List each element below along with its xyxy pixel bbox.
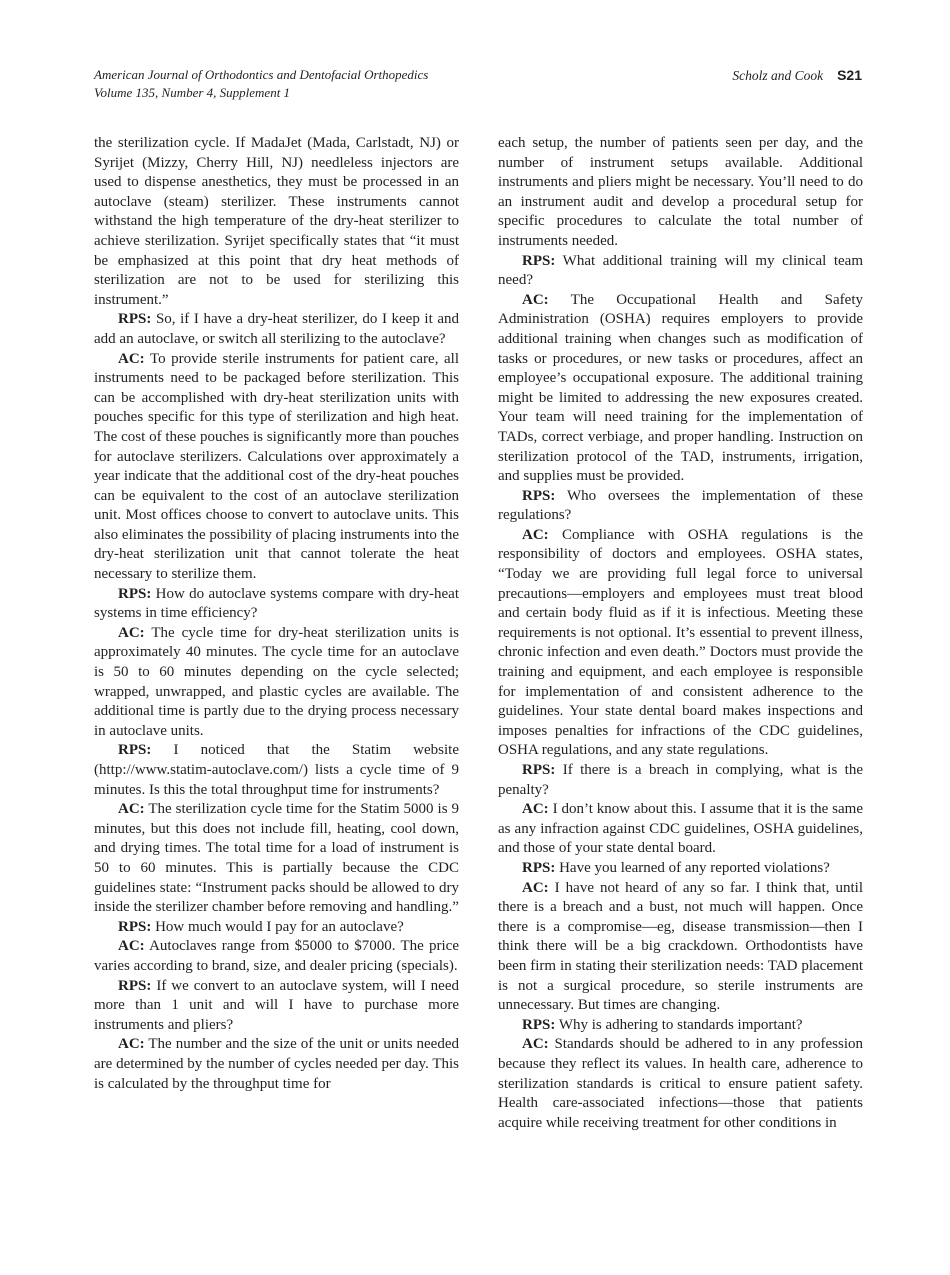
paragraph-text: If we convert to an autoclave system, will I need more than 1 unit and will I have to purchase more instruments and pliers? [94, 977, 459, 1033]
paragraph-text: The number and the size of the unit or units needed are determined by the number of cycles needed per day. This is calculated by the throughput time for [94, 1036, 459, 1092]
paragraph-text: I noticed that the Statim website (http://www.statim-autoclave.com/) lists a cycle time of 9 minutes. Is this the total throughput time for instruments? [94, 742, 459, 798]
paragraph [498, 526, 863, 761]
paragraph [498, 487, 863, 526]
paragraph [94, 977, 459, 1036]
speaker-label: AC: [118, 624, 145, 641]
paragraph [94, 800, 459, 918]
header-right [732, 66, 862, 85]
speaker-label: AC: [522, 879, 549, 896]
paragraph [94, 585, 459, 624]
speaker-label: RPS: [522, 762, 556, 778]
paragraph [498, 761, 863, 800]
paragraph [94, 918, 459, 938]
paragraph-text: I have not heard of any so far. I think that, until there is a breach and a bust, not much will happen. Once there is a compromise—eg, disease transmission—then I think there will be a big crackdown. Orthodontists have been firm in stating their sterilization needs: TAD placement is not a surgical procedure, so sterile instruments are unnecessary. But times are changing. [498, 879, 863, 1014]
paragraph [94, 310, 459, 349]
speaker-label: RPS: [522, 859, 556, 876]
paragraph-text: Standards should be adhered to in any profession because they reflect its values. In health care, adherence to sterilization standards is critical to ensure patient safety. Health care-associated infections—those that patients acquire while receiving treatment for other conditions in [498, 1036, 863, 1131]
running-authors: Scholz and Cook [732, 68, 824, 83]
paragraph [94, 624, 459, 742]
paragraph [498, 859, 863, 879]
speaker-label: RPS: [522, 1016, 556, 1033]
speaker-label: AC: [118, 350, 145, 367]
running-header [94, 66, 862, 106]
paragraph-text: Who oversees the implementation of these regulations? [498, 487, 863, 524]
paragraph-text: Autoclaves range from $5000 to $7000. The price varies according to brand, size, and dealer pricing (specials). [94, 938, 459, 974]
speaker-label: AC: [522, 291, 549, 308]
paragraph [94, 134, 459, 310]
paragraph-text: The sterilization cycle time for the Statim 5000 is 9 minutes, but this does not include fill, heating, cool down, and drying times. The total time for a load of instrument is 50 to 60 minutes. This is partially because the CDC guidelines state: “Instrument packs should be allowed to dry inside the sterilizer chamber before removing and handling.” [94, 801, 460, 916]
paragraph [94, 350, 459, 585]
paragraph-text: Have you learned of any reported violations? [559, 859, 830, 876]
paragraph [498, 879, 863, 1016]
speaker-label: AC: [118, 938, 145, 955]
paragraph-text: How do autoclave systems compare with dry-heat systems in time efficiency? [94, 585, 459, 622]
journal-name: American Journal of Orthodontics and Dentofacial Orthopedics [94, 67, 429, 82]
paragraph [94, 937, 459, 976]
paragraph-text: the sterilization cycle. If MadaJet (Mada, Carlstadt, NJ) or Syrijet (Mizzy, Cherry Hill, NJ) needleless injectors are used to dispense anesthetics, they must be processed in an autoclave (steam) sterilizer. These instruments cannot withstand the high temperature of the dry-heat sterilizer to achieve sterilization. Syrijet specifically states that “it must be emphasized at this point that dry heat methods of sterilization are not to be used for sterilizing this instrument.” [94, 135, 459, 308]
paragraph [94, 741, 459, 800]
paragraph [498, 252, 863, 291]
paragraph-text: each setup, the number of patients seen per day, and the number of instrument setups available. Additional instruments and pliers might be necessary. You’ll need to do an instrument audit and develop a procedural setup for specific procedures to calculate the total number of instruments needed. [498, 135, 863, 249]
paragraph [498, 1016, 863, 1036]
speaker-label: RPS: [118, 742, 152, 759]
paragraph-text: I don’t know about this. I assume that it is the same as any infraction against CDC guidelines, OSHA guidelines, and those of your state dental board. [498, 801, 864, 857]
journal-volume: Volume 135, Number 4, Supplement 1 [94, 85, 291, 100]
speaker-label: RPS: [522, 487, 556, 504]
paragraph-text: Compliance with OSHA regulations is the responsibility of doctors and employees. OSHA states, “Today we are providing full legal force to universal precautions—employers and employees must treat blood and certain body fluid as if it is infectious. Meeting these requirements is not optional. It’s essential to prevent illness, chronic infection and even death.” Doctors must provide the training and equipment, and each employee is responsible for implementation of and consistent adherence to the guidelines. Your state dental board makes inspections and imposes penalties for infractions of the CDC guidelines, OSHA regulations, and any state regulations. [498, 526, 864, 759]
paragraph-text: The cycle time for dry-heat sterilization units is approximately 40 minutes. The cycle time for an autoclave is 50 to 60 minutes depending on the cycle selected; wrapped, unwrapped, and plastic cycles are available. The additional time is partly due to the drying process necessary in autoclave units. [94, 624, 459, 739]
speaker-label: RPS: [118, 918, 152, 935]
paragraph [498, 291, 863, 487]
paragraph-text: To provide sterile instruments for patient care, all instruments need to be packaged before sterilization. This can be accomplished with dry-heat sterilization units with pouches specific for this type of sterilization and high heat. The cost of these pouches is significantly more than pouches for autoclave sterilizers. Calculations over approximately a year indicate that the additional cost of the dry-heat pouches can be equivalent to the cost of an autoclave sterilization unit. Most offices choose to convert to autoclave units. This also eliminates the possibility of placing instruments into the dry-heat sterilization unit that cannot tolerate the heat necessary to sterilize them. [94, 350, 459, 583]
paragraph-text: If there is a breach in complying, what is the penalty? [498, 762, 864, 798]
paragraph [498, 800, 863, 859]
paragraph [498, 134, 863, 252]
page-number: S21 [837, 67, 862, 83]
paragraph-text: So, if I have a dry-heat sterilizer, do I keep it and add an autoclave, or switch all sterilizing to the autoclave? [94, 311, 460, 347]
paragraph-text: How much would I pay for an autoclave? [155, 918, 404, 935]
speaker-label: RPS: [522, 252, 556, 269]
paragraph [94, 1035, 459, 1094]
paragraph-text: What additional training will my clinical team need? [498, 252, 864, 289]
speaker-label: AC: [522, 526, 549, 543]
speaker-label: AC: [118, 801, 145, 818]
speaker-label: RPS: [118, 977, 152, 994]
right-column [498, 134, 863, 1133]
paragraph [498, 1035, 863, 1133]
speaker-label: AC: [522, 1036, 549, 1053]
speaker-label: AC: [118, 1036, 145, 1053]
speaker-label: RPS: [118, 311, 152, 328]
speaker-label: RPS: [118, 585, 152, 602]
paragraph-text: Why is adhering to standards important? [558, 1016, 803, 1033]
speaker-label: AC: [522, 801, 549, 818]
left-column [94, 134, 459, 1094]
paragraph-text: The Occupational Health and Safety Administration (OSHA) requires employers to provide additional training when changes such as modification of tasks or procedures, or new tasks or procedures, affect an employee’s occupational exposure. The additional training might be limited to addressing the new exposures created. Your team will need training for the implementation of TADs, correct verbiage, and proper handling. Instruction on sterilization protocol of the TAD, instruments, irrigation, and supplies must be provided. [498, 291, 863, 485]
